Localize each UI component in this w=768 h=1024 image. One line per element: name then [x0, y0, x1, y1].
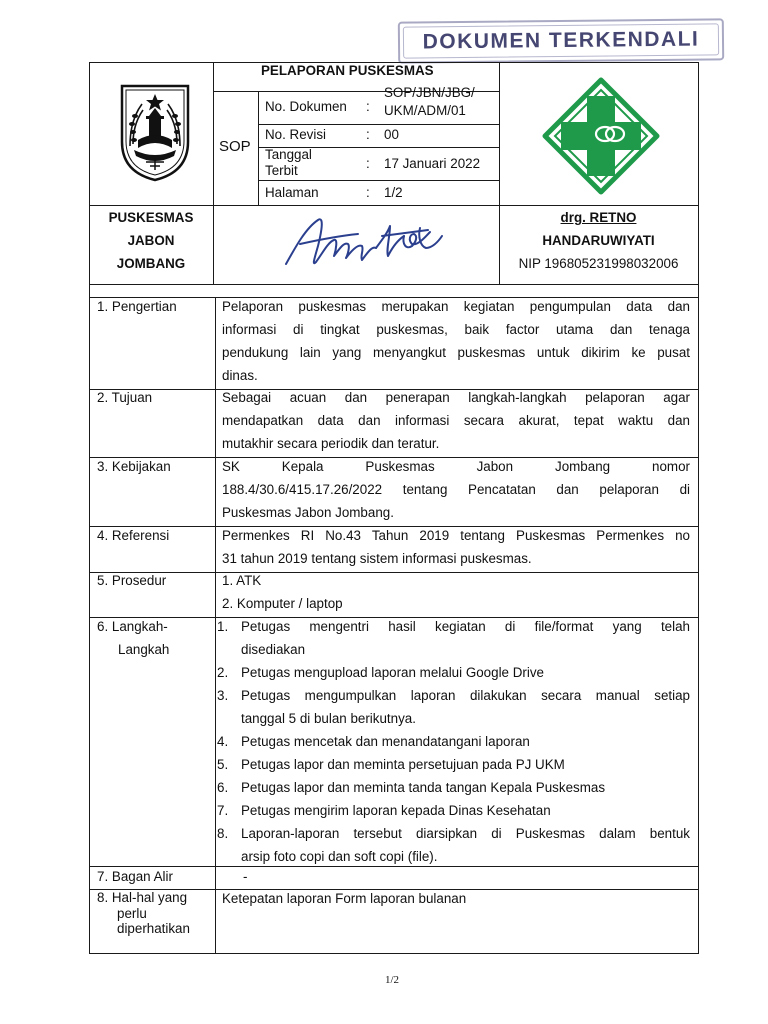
- section-2-label: 2. Tujuan: [97, 390, 153, 405]
- signatory-name-line2: HANDARUWIYATI: [542, 233, 655, 248]
- section-6-label: 6. Langkah- Langkah: [97, 619, 170, 657]
- section-3-content: SK Kepala Puskesmas Jabon Jombang nomor 188.4/30.6/415.17.26/2022 tentang Pencatatan dan pelaporan di Puskesmas Jabon Jombang.: [222, 459, 690, 520]
- section-7-label: 7. Bagan Alir: [97, 869, 173, 884]
- list-item: 6. Petugas lapor dan meminta tanda tangan Kepala Puskesmas: [217, 780, 606, 795]
- signatory-block: [499, 205, 698, 275]
- section-5-content: 1. ATK 2. Komputer / laptop: [222, 573, 343, 611]
- page-value: 1/2: [384, 185, 403, 200]
- list-item: 5. Petugas lapor dan meminta persetujuan pada PJ UKM: [217, 757, 565, 772]
- signatory-nip: NIP 196805231998032006: [518, 256, 679, 271]
- page-sep: :: [366, 185, 370, 200]
- section-4-content: Permenkes RI No.43 Tahun 2019 tentang Puskesmas Permenkes no 31 tahun 2019 tentang sistem informasi puskesmas.: [222, 528, 690, 566]
- doc-number-sep: :: [366, 99, 370, 114]
- procedure-steps-list: [217, 615, 690, 868]
- section-3-label: 3. Kebijakan: [97, 459, 171, 474]
- puskesmas-logo-icon: [541, 76, 661, 198]
- revision-value: 00: [384, 127, 399, 142]
- section-2-content: Sebagai acuan dan penerapan langkah-langkah pelaporan agar mendapatkan data dan informasi secara akurat, tepat waktu dan mutakhir secara periodik dan teratur.: [222, 390, 690, 451]
- page-number: 1/2: [385, 974, 400, 986]
- doc-number-value: SOP/JBN/JBG/ UKM/ADM/01: [384, 85, 475, 118]
- controlled-document-stamp: [398, 18, 724, 63]
- organization-name: PUSKESMAS JABON JOMBANG: [108, 210, 194, 271]
- section-7-content: -: [243, 869, 248, 884]
- signature-icon: [278, 206, 458, 276]
- page-label: Halaman: [265, 185, 319, 200]
- section-8-label: 8. Hal-hal yang perlu diperhatikan: [97, 890, 190, 936]
- list-item: 2. Petugas mengupload laporan melalui Google Drive: [217, 665, 544, 680]
- list-item: 1. Petugas mengentri hasil kegiatan di file/format yang telah disediakan: [217, 619, 690, 657]
- section-5-label: 5. Prosedur: [97, 573, 167, 588]
- doc-number-label: No. Dokumen: [265, 99, 347, 114]
- signatory-name-line1: drg. RETNO: [560, 210, 637, 225]
- revision-label: No. Revisi: [265, 127, 327, 142]
- section-4-label: 4. Referensi: [97, 528, 170, 543]
- list-item: 8. Laporan-laporan tersebut diarsipkan di Puskesmas dalam bentuk arsip foto copi dan soft copi (file).: [217, 826, 690, 864]
- document-title: PELAPORAN PUSKESMAS: [261, 63, 434, 78]
- section-8-content: Ketepatan laporan Form laporan bulanan: [222, 891, 467, 906]
- list-item: 3. Petugas mengumpulkan laporan dilakukan secara manual setiap tanggal 5 di bulan berikutnya.: [217, 688, 690, 726]
- list-item: 7. Petugas mengirim laporan kepada Dinas Kesehatan: [217, 803, 551, 818]
- stamp-text: DOKUMEN TERKENDALI: [422, 27, 700, 54]
- regency-emblem-icon: [116, 80, 194, 184]
- section-1-label: 1. Pengertian: [97, 299, 177, 314]
- list-item: 4. Petugas mencetak dan menandatangani laporan: [217, 734, 530, 749]
- sop-label: SOP: [219, 138, 251, 155]
- section-1-content: Pelaporan puskesmas merupakan kegiatan pengumpulan data dan informasi di tingkat puskesmas, baik factor utama dan tenaga pendukung lain yang menyangkut puskesmas untuk dikirim ke pusat dinas.: [222, 299, 690, 383]
- issue-date-label: Tanggal Terbit: [265, 147, 312, 178]
- revision-sep: :: [366, 127, 370, 142]
- issue-date-sep: :: [366, 156, 370, 171]
- issue-date-value: 17 Januari 2022: [384, 156, 481, 171]
